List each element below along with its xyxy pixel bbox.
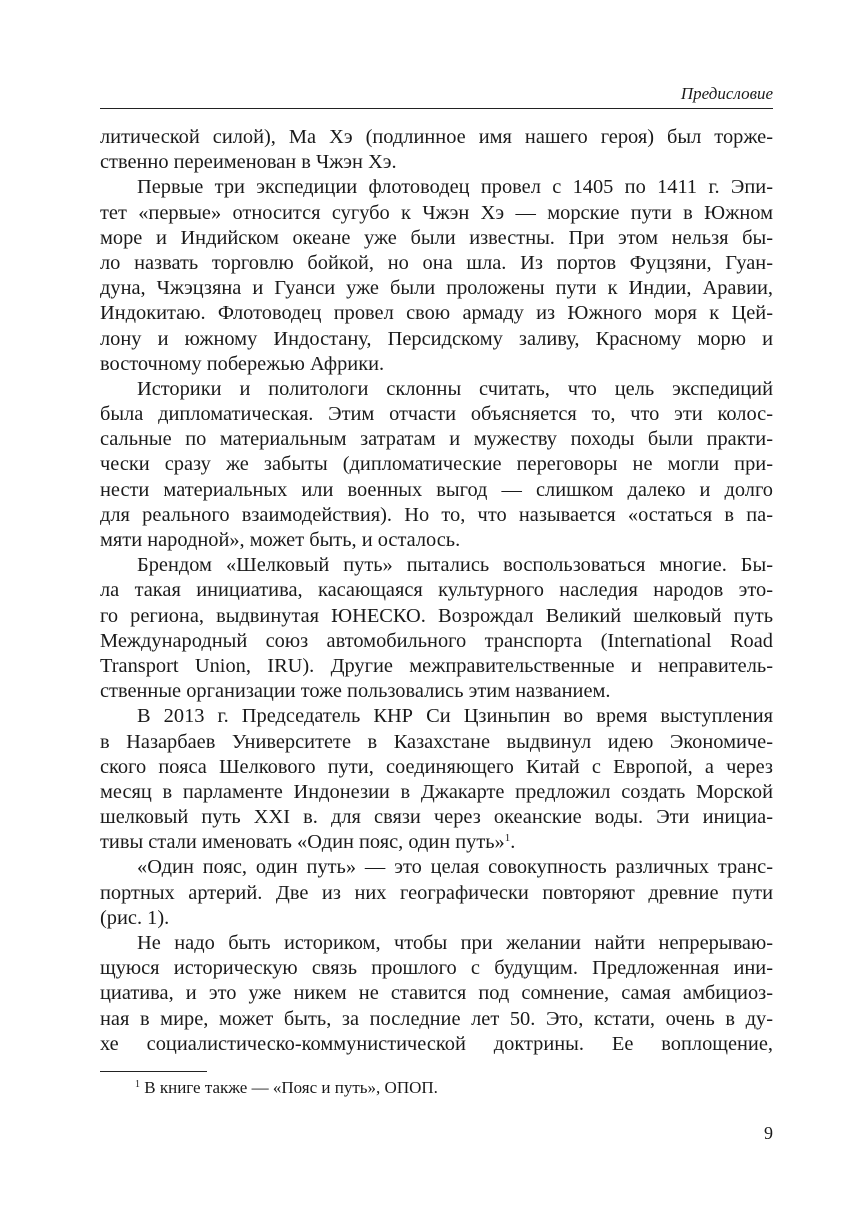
footnote bbox=[135, 1077, 438, 1099]
text-line: ственно переименован в Чжэн Хэ. bbox=[100, 151, 397, 174]
text-line: циатива, и это уже никем не ставится под сомнение, самая амбициоз- bbox=[100, 982, 773, 1005]
footnote-reference[interactable]: 1 bbox=[504, 832, 511, 845]
text-line: Международный союз автомобильного транспорта (International Road bbox=[100, 629, 773, 652]
text-line: дуна, Чжэцзяна и Гуанси уже были проложены пути к Индии, Аравии, bbox=[100, 277, 773, 300]
text-line: Не надо быть историком, чтобы при желании найти непрерываю- bbox=[137, 932, 773, 954]
text-line: в Назарбаев Университете в Казахстане выдвинул идею Экономиче- bbox=[100, 730, 773, 753]
page-header bbox=[100, 84, 773, 109]
text-line: портных артерий. Две из них географически повторяют древние пути bbox=[100, 881, 773, 904]
text-line: мяти народной», может быть, и осталось. bbox=[100, 529, 461, 551]
text-line: лону и южному Индостану, Персидскому заливу, Красному морю и bbox=[100, 327, 773, 350]
text-line: была дипломатическая. Этим отчасти объясняется то, что эти колос- bbox=[100, 403, 773, 426]
text-line-content: тивы стали именовать «Один пояс, один путь» bbox=[100, 831, 505, 854]
text-line: литической силой), Ма Хэ (подлинное имя нашего героя) был торже- bbox=[100, 126, 773, 148]
text-line: Первые три экспедиции флотоводец провел с 1405 по 1411 г. Эпи- bbox=[137, 176, 773, 199]
sentence-end: . bbox=[510, 831, 516, 854]
text-line: ла такая инициатива, касающаяся культурного наследия народов это- bbox=[100, 579, 773, 602]
text-line: го региона, выдвинутая ЮНЕСКО. Возрождал Великий шелковый путь bbox=[100, 604, 773, 627]
text-line: Брендом «Шелковый путь» пытались воспользоваться многие. Бы- bbox=[137, 554, 773, 577]
running-head: Предисловие bbox=[680, 84, 773, 103]
text-line: В 2013 г. Председатель КНР Си Цзиньпин во время выступления bbox=[137, 705, 773, 728]
text-line: нести материальных или военных выгод — слишком далеко и долго bbox=[100, 478, 773, 501]
text-line bbox=[100, 830, 773, 855]
text-line: Transport Union, IRU). Другие межправительственные и неправитель- bbox=[100, 654, 773, 677]
body-text bbox=[100, 125, 773, 1057]
text-line: ло назвать торговлю бойкой, но она шла. Из портов Фуцзяни, Гуан- bbox=[100, 251, 773, 274]
text-line: восточному побережью Африки. bbox=[100, 352, 385, 375]
text-line: ная в мире, может быть, за последние лет 50. Это, кстати, очень в ду- bbox=[100, 1007, 773, 1030]
text-line: для реального взаимодействия). Но то, что называется «остаться в па- bbox=[100, 503, 773, 526]
text-line: Индокитаю. Флотоводец провел свою армаду из Южного моря к Цей- bbox=[100, 302, 773, 325]
text-line: тет «первые» относится сугубо к Чжэн Хэ — морские пути в Южном bbox=[100, 201, 773, 224]
text-line: (рис. 1). bbox=[100, 906, 170, 929]
text-line: шелковый путь XXI в. для связи через океанские воды. Эти инициа- bbox=[100, 806, 773, 829]
text-line: Историки и политологи склонны считать, что цель экспедиций bbox=[137, 377, 773, 400]
text-line: хе социалистическо-коммунистической доктрины. Ее воплощение, bbox=[100, 1032, 773, 1055]
text-line: ственные организации тоже пользовались этим названием. bbox=[100, 680, 611, 703]
text-line: море и Индийском океане уже были известны. При этом нельзя бы- bbox=[100, 226, 773, 249]
text-line: сальные по материальным затратам и мужеству походы были практи- bbox=[100, 428, 773, 451]
page-number: 9 bbox=[764, 1123, 773, 1143]
text-line: ского пояса Шелкового пути, соединяющего Китай с Европой, а через bbox=[100, 755, 773, 778]
footnote-marker: 1 bbox=[135, 1079, 140, 1090]
text-line: «Один пояс, один путь» — это целая совокупность различных транс- bbox=[137, 856, 773, 879]
text-line: чески сразу же забыты (дипломатические переговоры не могли при- bbox=[100, 453, 773, 476]
text-line: месяц в парламенте Индонезии в Джакарте предложил создать Морской bbox=[100, 780, 773, 803]
text-line: щуюся историческую связь прошлого с будущим. Предложенная ини- bbox=[100, 957, 773, 980]
footnote-text: В книге также — «Пояс и путь», ОПОП. bbox=[144, 1078, 438, 1097]
footnote-divider bbox=[100, 1071, 207, 1072]
